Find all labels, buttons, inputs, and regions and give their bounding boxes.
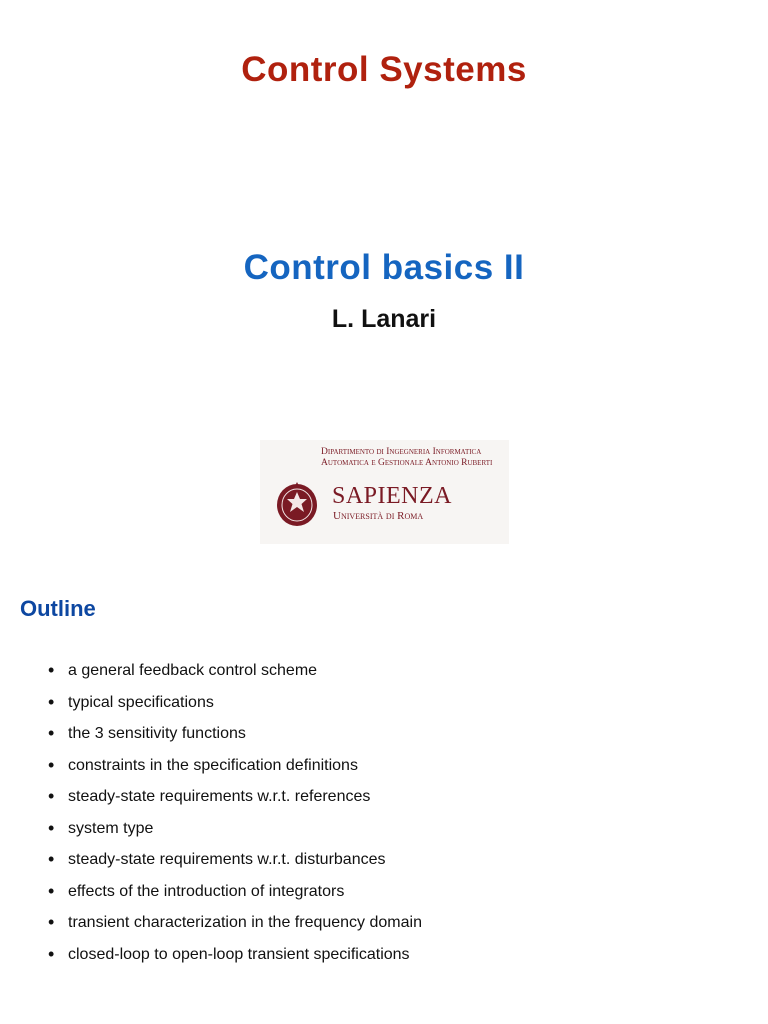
outline-item: • effects of the introduction of integrators [48,876,422,908]
outline-heading: Outline [20,596,96,621]
department-line-2: Automatica e Gestionale Antonio Ruberti [321,458,493,468]
author-name: L. Lanari [331,305,437,333]
outline-item: • typical specifications [48,687,422,719]
course-title: Control Systems [241,50,527,89]
sapienza-wordmark: SAPIENZA [332,483,453,509]
outline-item: • closed-loop to open-loop transient specifications [48,939,422,971]
department-line-1: Dipartimento di Ingegneria Informatica [321,447,482,457]
university-name: Università di Roma [333,510,424,522]
outline-item: • steady-state requirements w.r.t. disturbances [48,844,422,876]
sapienza-seal-icon [276,479,318,527]
sapienza-logo [260,440,509,544]
outline-item: • steady-state requirements w.r.t. references [48,781,422,813]
outline-item: • the 3 sensitivity functions [48,718,422,750]
outline-item: • a general feedback control scheme [48,655,422,687]
lecture-title: Control basics II [243,248,525,287]
outline-item: • transient characterization in the frequency domain [48,907,422,939]
outline-item: • constraints in the specification definitions [48,750,422,782]
outline-list [48,655,422,970]
outline-item: • system type [48,813,422,845]
